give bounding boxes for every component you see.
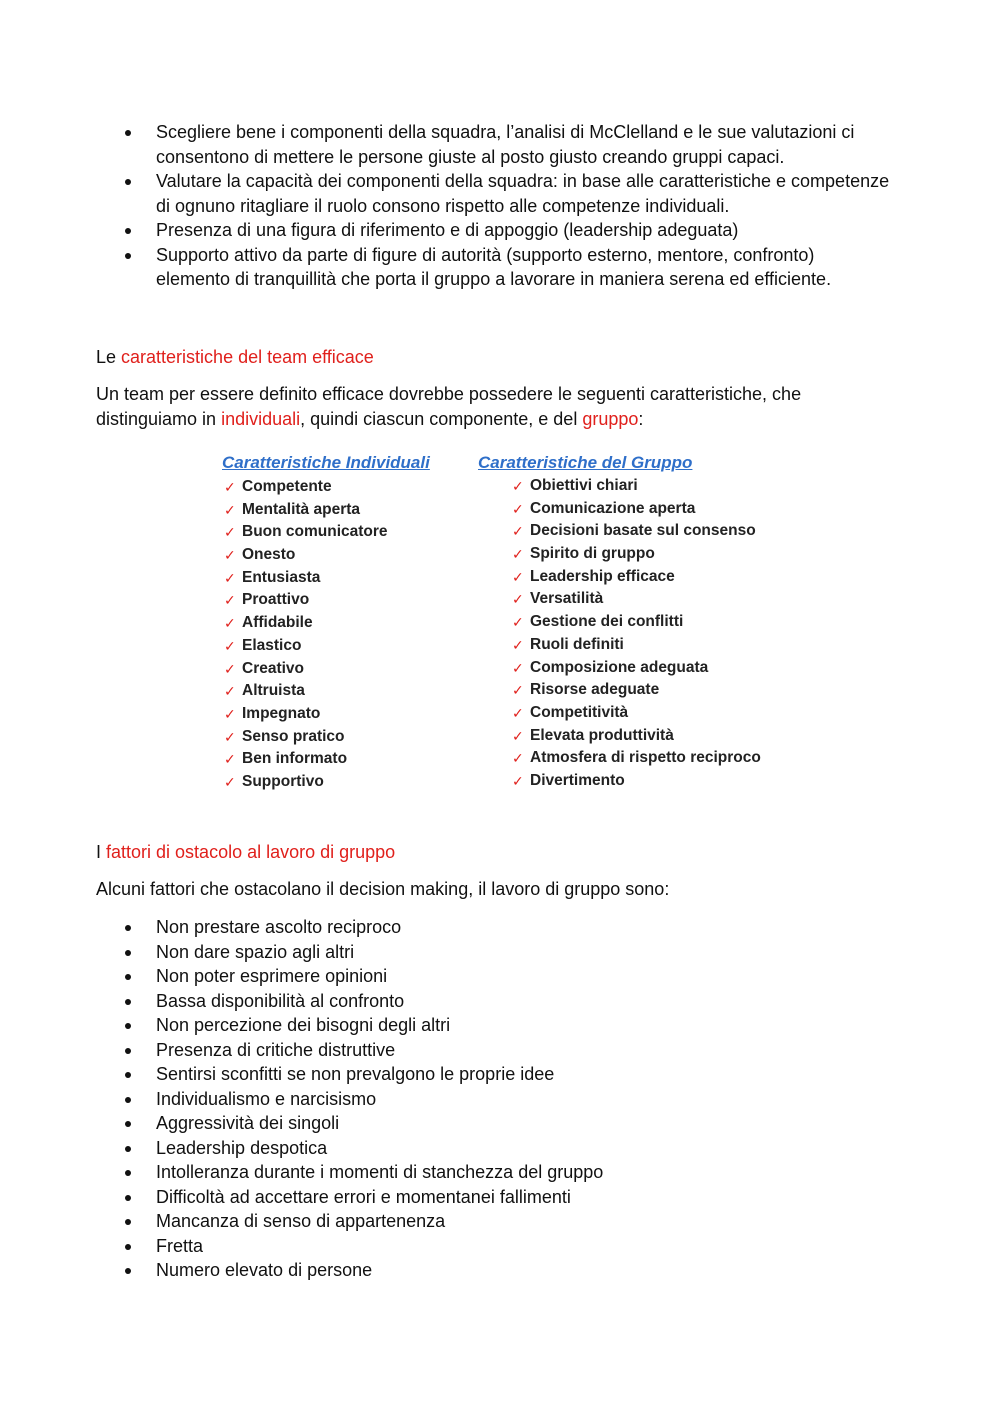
characteristic-text: Atmosfera di rispetto reciproco bbox=[530, 749, 761, 767]
bullet-dot bbox=[125, 950, 131, 956]
bullet-dot bbox=[125, 1244, 131, 1250]
characteristic-item bbox=[222, 612, 430, 635]
section-heading-obstacles bbox=[96, 840, 395, 864]
group-characteristics-title: Caratteristiche del Gruppo bbox=[478, 453, 693, 472]
characteristic-item bbox=[510, 747, 761, 770]
list-item bbox=[0, 1234, 1000, 1259]
characteristic-item bbox=[510, 543, 761, 566]
characteristic-item bbox=[222, 680, 430, 703]
list-item bbox=[0, 218, 1000, 243]
characteristic-text: Senso pratico bbox=[242, 727, 345, 745]
list-item-text: Leadership despotica bbox=[156, 1137, 328, 1158]
list-item-text: Scegliere bene i componenti della squadra, l’analisi di McClelland e le sue valutazioni ci consentono di mettere le persone giuste al posto giusto creando gruppi capaci. bbox=[156, 122, 855, 167]
bullet-dot bbox=[125, 253, 131, 259]
list-item-text: Bassa disponibilità al confronto bbox=[156, 990, 405, 1011]
check-icon: ✓ bbox=[224, 569, 236, 586]
list-item-text: Valutare la capacità dei componenti della squadra: in base alle caratteristiche e competenze di ognuno ritagliare il ruolo consono rispetto alle competenze individuali. bbox=[156, 171, 890, 216]
list-item-text: Non percezione dei bisogni degli altri bbox=[156, 1015, 451, 1035]
characteristic-text: Risorse adeguate bbox=[530, 681, 660, 699]
check-icon: ✓ bbox=[224, 592, 236, 609]
list-item bbox=[0, 1111, 1000, 1136]
list-item-text: Non prestare ascolto reciproco bbox=[156, 917, 402, 937]
characteristic-text: Gestione dei conflitti bbox=[530, 613, 684, 631]
para-text: Un team per essere definito efficace dovrebbe possedere le seguenti caratteristiche, che distinguiamo in bbox=[96, 384, 802, 429]
list-item bbox=[0, 169, 1000, 218]
characteristic-item bbox=[222, 748, 430, 771]
characteristic-item bbox=[510, 634, 761, 657]
para-highlight-gruppo: gruppo bbox=[582, 409, 639, 429]
characteristic-item bbox=[510, 475, 761, 498]
check-icon: ✓ bbox=[224, 479, 236, 495]
bullet-dot bbox=[125, 1097, 131, 1103]
characteristic-text: Versatilità bbox=[530, 590, 604, 608]
bullet-dot bbox=[125, 1121, 131, 1127]
list-item bbox=[0, 1160, 1000, 1185]
check-icon: ✓ bbox=[512, 523, 524, 540]
characteristic-item bbox=[222, 476, 430, 499]
bullet-dot bbox=[125, 925, 131, 931]
bullet-dot bbox=[125, 974, 131, 980]
characteristic-item bbox=[222, 635, 430, 658]
characteristic-item bbox=[222, 771, 430, 794]
list-item-text: Non dare spazio agli altri bbox=[156, 941, 355, 962]
list-item-text: Mancanza di senso di appartenenza bbox=[156, 1211, 446, 1231]
check-icon: ✓ bbox=[224, 751, 236, 768]
list-item bbox=[0, 1209, 1000, 1234]
list-item bbox=[0, 243, 1000, 292]
check-icon: ✓ bbox=[512, 614, 524, 631]
characteristic-item bbox=[510, 498, 761, 521]
check-icon: ✓ bbox=[512, 727, 524, 744]
characteristic-item bbox=[222, 544, 430, 567]
check-icon: ✓ bbox=[512, 591, 524, 608]
check-icon: ✓ bbox=[224, 683, 236, 700]
check-icon: ✓ bbox=[512, 636, 524, 653]
heading-prefix: Le bbox=[96, 347, 122, 367]
individual-characteristics-title: Caratteristiche Individuali bbox=[222, 453, 430, 472]
check-icon: ✓ bbox=[512, 500, 524, 517]
list-item bbox=[0, 915, 1000, 940]
characteristic-text: Onesto bbox=[242, 546, 296, 564]
individual-characteristics-column bbox=[222, 453, 430, 794]
bullet-dot bbox=[125, 1268, 131, 1274]
top-bullet-list bbox=[0, 120, 1000, 292]
characteristic-text: Ruoli definiti bbox=[530, 635, 624, 653]
characteristic-text: Entusiasta bbox=[242, 568, 321, 586]
list-item-text: Non poter esprimere opinioni bbox=[156, 966, 388, 986]
check-icon: ✓ bbox=[512, 659, 524, 676]
list-item bbox=[0, 1258, 1000, 1283]
characteristic-item bbox=[510, 611, 761, 634]
characteristic-text: Divertimento bbox=[530, 771, 625, 789]
bullet-dot bbox=[125, 999, 131, 1005]
characteristic-item bbox=[510, 725, 761, 748]
bullet-dot bbox=[125, 1170, 131, 1176]
characteristic-text: Leadership efficace bbox=[530, 567, 675, 585]
list-item-text: Supporto attivo da parte di figure di autorità (supporto esterno, mentore, confronto) elemento di tranquillità che porta il gruppo a lavorare in maniera serena ed efficiente. bbox=[156, 244, 832, 289]
list-item-text: Intolleranza durante i momenti di stanchezza del gruppo bbox=[156, 1162, 604, 1182]
characteristic-text: Impegnato bbox=[242, 704, 321, 722]
list-item bbox=[0, 989, 1000, 1014]
characteristic-text: Obiettivi chiari bbox=[530, 477, 638, 494]
characteristic-item bbox=[510, 657, 761, 680]
characteristic-text: Proattivo bbox=[242, 591, 310, 609]
characteristic-text: Elevata produttività bbox=[530, 726, 674, 744]
characteristic-text: Competitività bbox=[530, 703, 629, 721]
check-icon: ✓ bbox=[512, 568, 524, 585]
characteristic-text: Elastico bbox=[242, 636, 302, 654]
bullet-dot bbox=[125, 1023, 131, 1029]
check-icon: ✓ bbox=[512, 772, 524, 789]
list-item bbox=[0, 964, 1000, 989]
characteristic-text: Ben informato bbox=[242, 750, 348, 768]
check-icon: ✓ bbox=[512, 704, 524, 721]
list-item-text: Difficoltà ad accettare errori e momentanei fallimenti bbox=[156, 1186, 571, 1207]
check-icon: ✓ bbox=[224, 660, 236, 677]
bullet-dot bbox=[125, 130, 131, 136]
bullet-dot bbox=[125, 1146, 131, 1152]
check-icon: ✓ bbox=[512, 750, 524, 767]
list-item-text: Fretta bbox=[156, 1235, 204, 1256]
characteristic-item bbox=[222, 567, 430, 590]
characteristic-item bbox=[222, 658, 430, 681]
characteristic-text: Supportivo bbox=[242, 772, 324, 790]
characteristic-text: Creativo bbox=[242, 659, 305, 677]
bullet-dot bbox=[125, 1072, 131, 1078]
list-item bbox=[0, 1136, 1000, 1161]
heading-highlight: fattori di ostacolo al lavoro di gruppo bbox=[106, 842, 396, 862]
characteristic-item bbox=[510, 702, 761, 725]
list-item-text: Individualismo e narcisismo bbox=[156, 1088, 377, 1109]
list-item bbox=[0, 1185, 1000, 1210]
characteristic-text: Composizione adeguata bbox=[530, 658, 709, 676]
characteristic-text: Affidabile bbox=[242, 614, 313, 632]
list-item-text: Numero elevato di persone bbox=[156, 1260, 373, 1280]
characteristic-text: Mentalità aperta bbox=[242, 500, 361, 518]
bullet-dot bbox=[125, 179, 131, 185]
characteristic-text: Buon comunicatore bbox=[242, 523, 388, 541]
check-icon: ✓ bbox=[224, 773, 236, 790]
characteristic-item bbox=[510, 679, 761, 702]
obstacles-intro-paragraph: Alcuni fattori che ostacolano il decision making, il lavoro di gruppo sono: bbox=[96, 879, 670, 899]
obstacles-bullet-list bbox=[0, 915, 1000, 1283]
check-icon: ✓ bbox=[224, 615, 236, 632]
list-item bbox=[0, 120, 1000, 169]
characteristic-text: Comunicazione aperta bbox=[530, 499, 696, 517]
section-heading-characteristics bbox=[96, 345, 374, 369]
characteristic-item bbox=[510, 520, 761, 543]
bullet-dot bbox=[125, 1048, 131, 1054]
check-icon: ✓ bbox=[224, 547, 236, 564]
list-item bbox=[0, 1062, 1000, 1087]
characteristic-text: Competente bbox=[242, 478, 332, 495]
characteristic-item bbox=[222, 726, 430, 749]
heading-prefix: I bbox=[96, 842, 107, 862]
check-icon: ✓ bbox=[224, 728, 236, 745]
list-item-text: Presenza di critiche distruttive bbox=[156, 1039, 396, 1060]
check-icon: ✓ bbox=[224, 637, 236, 654]
characteristics-intro-paragraph bbox=[96, 382, 896, 432]
group-characteristics-column bbox=[478, 453, 761, 793]
list-item-text: Sentirsi sconfitti se non prevalgono le proprie idee bbox=[156, 1064, 555, 1084]
check-icon: ✓ bbox=[512, 478, 524, 494]
individual-characteristics-list bbox=[222, 476, 430, 794]
list-item-text: Aggressività dei singoli bbox=[156, 1113, 340, 1133]
characteristic-item bbox=[222, 499, 430, 522]
characteristic-item bbox=[222, 521, 430, 544]
characteristic-item bbox=[510, 770, 761, 793]
check-icon: ✓ bbox=[224, 501, 236, 518]
characteristic-text: Decisioni basate sul consenso bbox=[530, 522, 756, 540]
group-characteristics-list bbox=[510, 475, 761, 793]
list-item bbox=[0, 1087, 1000, 1112]
bullet-dot bbox=[125, 1219, 131, 1225]
para-highlight-individuali: individuali bbox=[221, 409, 301, 429]
heading-highlight: caratteristiche del team efficace bbox=[121, 347, 374, 367]
list-item-text: Presenza di una figura di riferimento e di appoggio (leadership adeguata) bbox=[156, 220, 739, 240]
characteristic-text: Spirito di gruppo bbox=[530, 545, 655, 563]
list-item bbox=[0, 1038, 1000, 1063]
list-item bbox=[0, 940, 1000, 965]
list-item bbox=[0, 1013, 1000, 1038]
characteristic-item bbox=[510, 588, 761, 611]
bullet-dot bbox=[125, 228, 131, 234]
bullet-dot bbox=[125, 1195, 131, 1201]
characteristic-item bbox=[222, 589, 430, 612]
check-icon: ✓ bbox=[224, 705, 236, 722]
characteristic-text: Altruista bbox=[242, 682, 305, 700]
para-text: : bbox=[638, 409, 644, 429]
characteristic-item bbox=[510, 566, 761, 589]
characteristic-item bbox=[222, 703, 430, 726]
check-icon: ✓ bbox=[512, 546, 524, 563]
check-icon: ✓ bbox=[512, 682, 524, 699]
check-icon: ✓ bbox=[224, 524, 236, 541]
para-text: , quindi ciascun componente, e del bbox=[300, 409, 583, 429]
